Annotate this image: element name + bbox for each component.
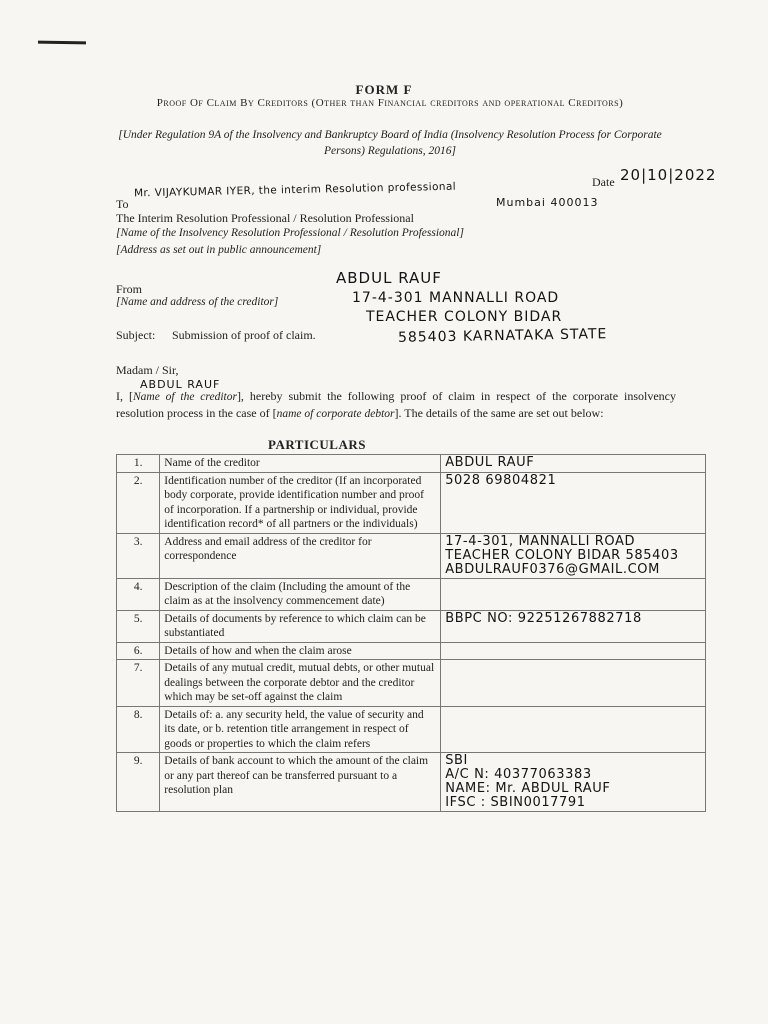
from-name: ABDUL RAUF xyxy=(336,269,442,287)
row-description: Details of any mutual credit, mutual debts, or other mutual dealings between the corporate debtor and the creditor which may be set-off against the claim xyxy=(160,660,441,707)
to-handwritten-city: Mumbai 400013 xyxy=(496,196,599,209)
table-row xyxy=(117,578,706,610)
to-label: To xyxy=(116,197,129,211)
row-value xyxy=(441,455,706,473)
row-number: 4. xyxy=(117,578,160,610)
row-value-line: A/C N: 40377063383 xyxy=(445,767,592,782)
particulars-body xyxy=(117,455,706,812)
row-number: 8. xyxy=(117,706,160,753)
row-value-line: 17-4-301, MANNALLI ROAD xyxy=(445,533,636,549)
table-row xyxy=(117,472,706,533)
date-value: 20|10|2022 xyxy=(620,166,717,184)
row-value-line: 5028 69804821 xyxy=(445,472,557,488)
row-number: 2. xyxy=(117,472,160,533)
row-number: 3. xyxy=(117,533,160,578)
row-value xyxy=(441,533,706,578)
to-line1: The Interim Resolution Professional / Resolution Professional xyxy=(116,211,414,225)
table-row xyxy=(117,610,706,642)
row-description: Details of documents by reference to which claim can be substantiated xyxy=(160,610,441,642)
row-number: 6. xyxy=(117,642,160,660)
subject-text: Submission of proof of claim. xyxy=(172,328,316,342)
row-value-line: IFSC : SBIN0017791 xyxy=(445,795,586,810)
row-description: Details of: a. any security held, the value of security and its date, or b. retention title arrangement in respect of goods or properties to which the claim refers xyxy=(160,706,441,753)
to-line2: [Name of the Insolvency Resolution Professional / Resolution Professional] xyxy=(116,227,464,239)
to-line3: [Address as set out in public announcement] xyxy=(116,244,322,256)
subject-label: Subject: xyxy=(116,328,156,342)
row-value-line: TEACHER COLONY BIDAR 585403 xyxy=(445,547,679,563)
particulars-heading: PARTICULARS xyxy=(268,437,366,452)
row-value xyxy=(441,706,706,753)
row-value xyxy=(441,578,706,610)
row-description: Address and email address of the creditor for correspondence xyxy=(160,533,441,578)
table-row xyxy=(117,455,706,473)
form-subtitle: Proof Of Claim By Creditors (Other than Financial creditors and operational Creditors) xyxy=(156,97,624,109)
body-handwritten-name: ABDUL RAUF xyxy=(140,378,221,391)
row-value xyxy=(441,753,706,812)
row-number: 5. xyxy=(117,610,160,642)
row-number: 1. xyxy=(117,455,160,473)
creditor-name-placeholder: Name of the creditor xyxy=(132,391,237,403)
from-label: From xyxy=(116,282,143,296)
salutation: Madam / Sir, xyxy=(116,363,179,377)
particulars-table xyxy=(116,454,706,812)
from-address-2: TEACHER COLONY BIDAR xyxy=(366,309,563,325)
table-row xyxy=(117,660,706,707)
row-description: Details of bank account to which the amount of the claim or any part thereof can be transferred pursuant to a resolution plan xyxy=(160,753,441,812)
debtor-name-placeholder: name of corporate debtor xyxy=(276,408,395,420)
row-value xyxy=(441,642,706,660)
row-number: 7. xyxy=(117,660,160,707)
pen-mark xyxy=(38,41,86,45)
row-value-line: BBPC NO: 92251267882718 xyxy=(445,610,642,626)
body-part1: ], hereby submit the following proof of claim in respect of the corporate insolvency resolution process in the case of [ xyxy=(116,389,677,420)
to-handwritten: Mr. VIJAYKUMAR IYER, the interim Resolution professional xyxy=(133,180,457,200)
from-address-1: 17-4-301 MANNALLI ROAD xyxy=(352,290,560,306)
table-row xyxy=(117,642,706,660)
form-regulation: [Under Regulation 9A of the Insolvency and Bankruptcy Board of India (Insolvency Resolution Process for Corporate Persons) Regulations, 2016] xyxy=(118,129,662,157)
from-address-3: 585403 KARNATAKA STATE xyxy=(397,326,608,346)
row-value xyxy=(441,660,706,707)
date-label: Date xyxy=(592,175,615,189)
row-description: Name of the creditor xyxy=(160,455,441,473)
row-value-line: ABDUL RAUF xyxy=(445,455,535,470)
form-title: FORM F xyxy=(355,82,413,97)
row-value xyxy=(441,610,706,642)
row-description: Details of how and when the claim arose xyxy=(160,642,441,660)
row-description: Identification number of the creditor (If an incorporated body corporate, provide identification number and proof of incorporation. If a partnership or individual, provide identification record* of all partners or the individuals) xyxy=(160,472,441,533)
row-description: Description of the claim (Including the amount of the claim as at the insolvency commencement date) xyxy=(160,578,441,610)
table-row xyxy=(117,533,706,578)
body-prefix: I, [ xyxy=(116,389,133,403)
table-row xyxy=(117,753,706,812)
table-row xyxy=(117,706,706,753)
row-value-line: ABDULRAUF0376@GMAIL.COM xyxy=(445,561,660,577)
from-sublabel: [Name and address of the creditor] xyxy=(116,296,279,308)
row-value-line: SBI xyxy=(445,753,468,768)
row-number: 9. xyxy=(117,753,160,812)
body-part2: ]. The details of the same are set out below: xyxy=(394,406,604,420)
body-text xyxy=(116,388,676,422)
row-value-line: NAME: Mr. ABDUL RAUF xyxy=(445,781,611,796)
row-value xyxy=(441,472,706,533)
